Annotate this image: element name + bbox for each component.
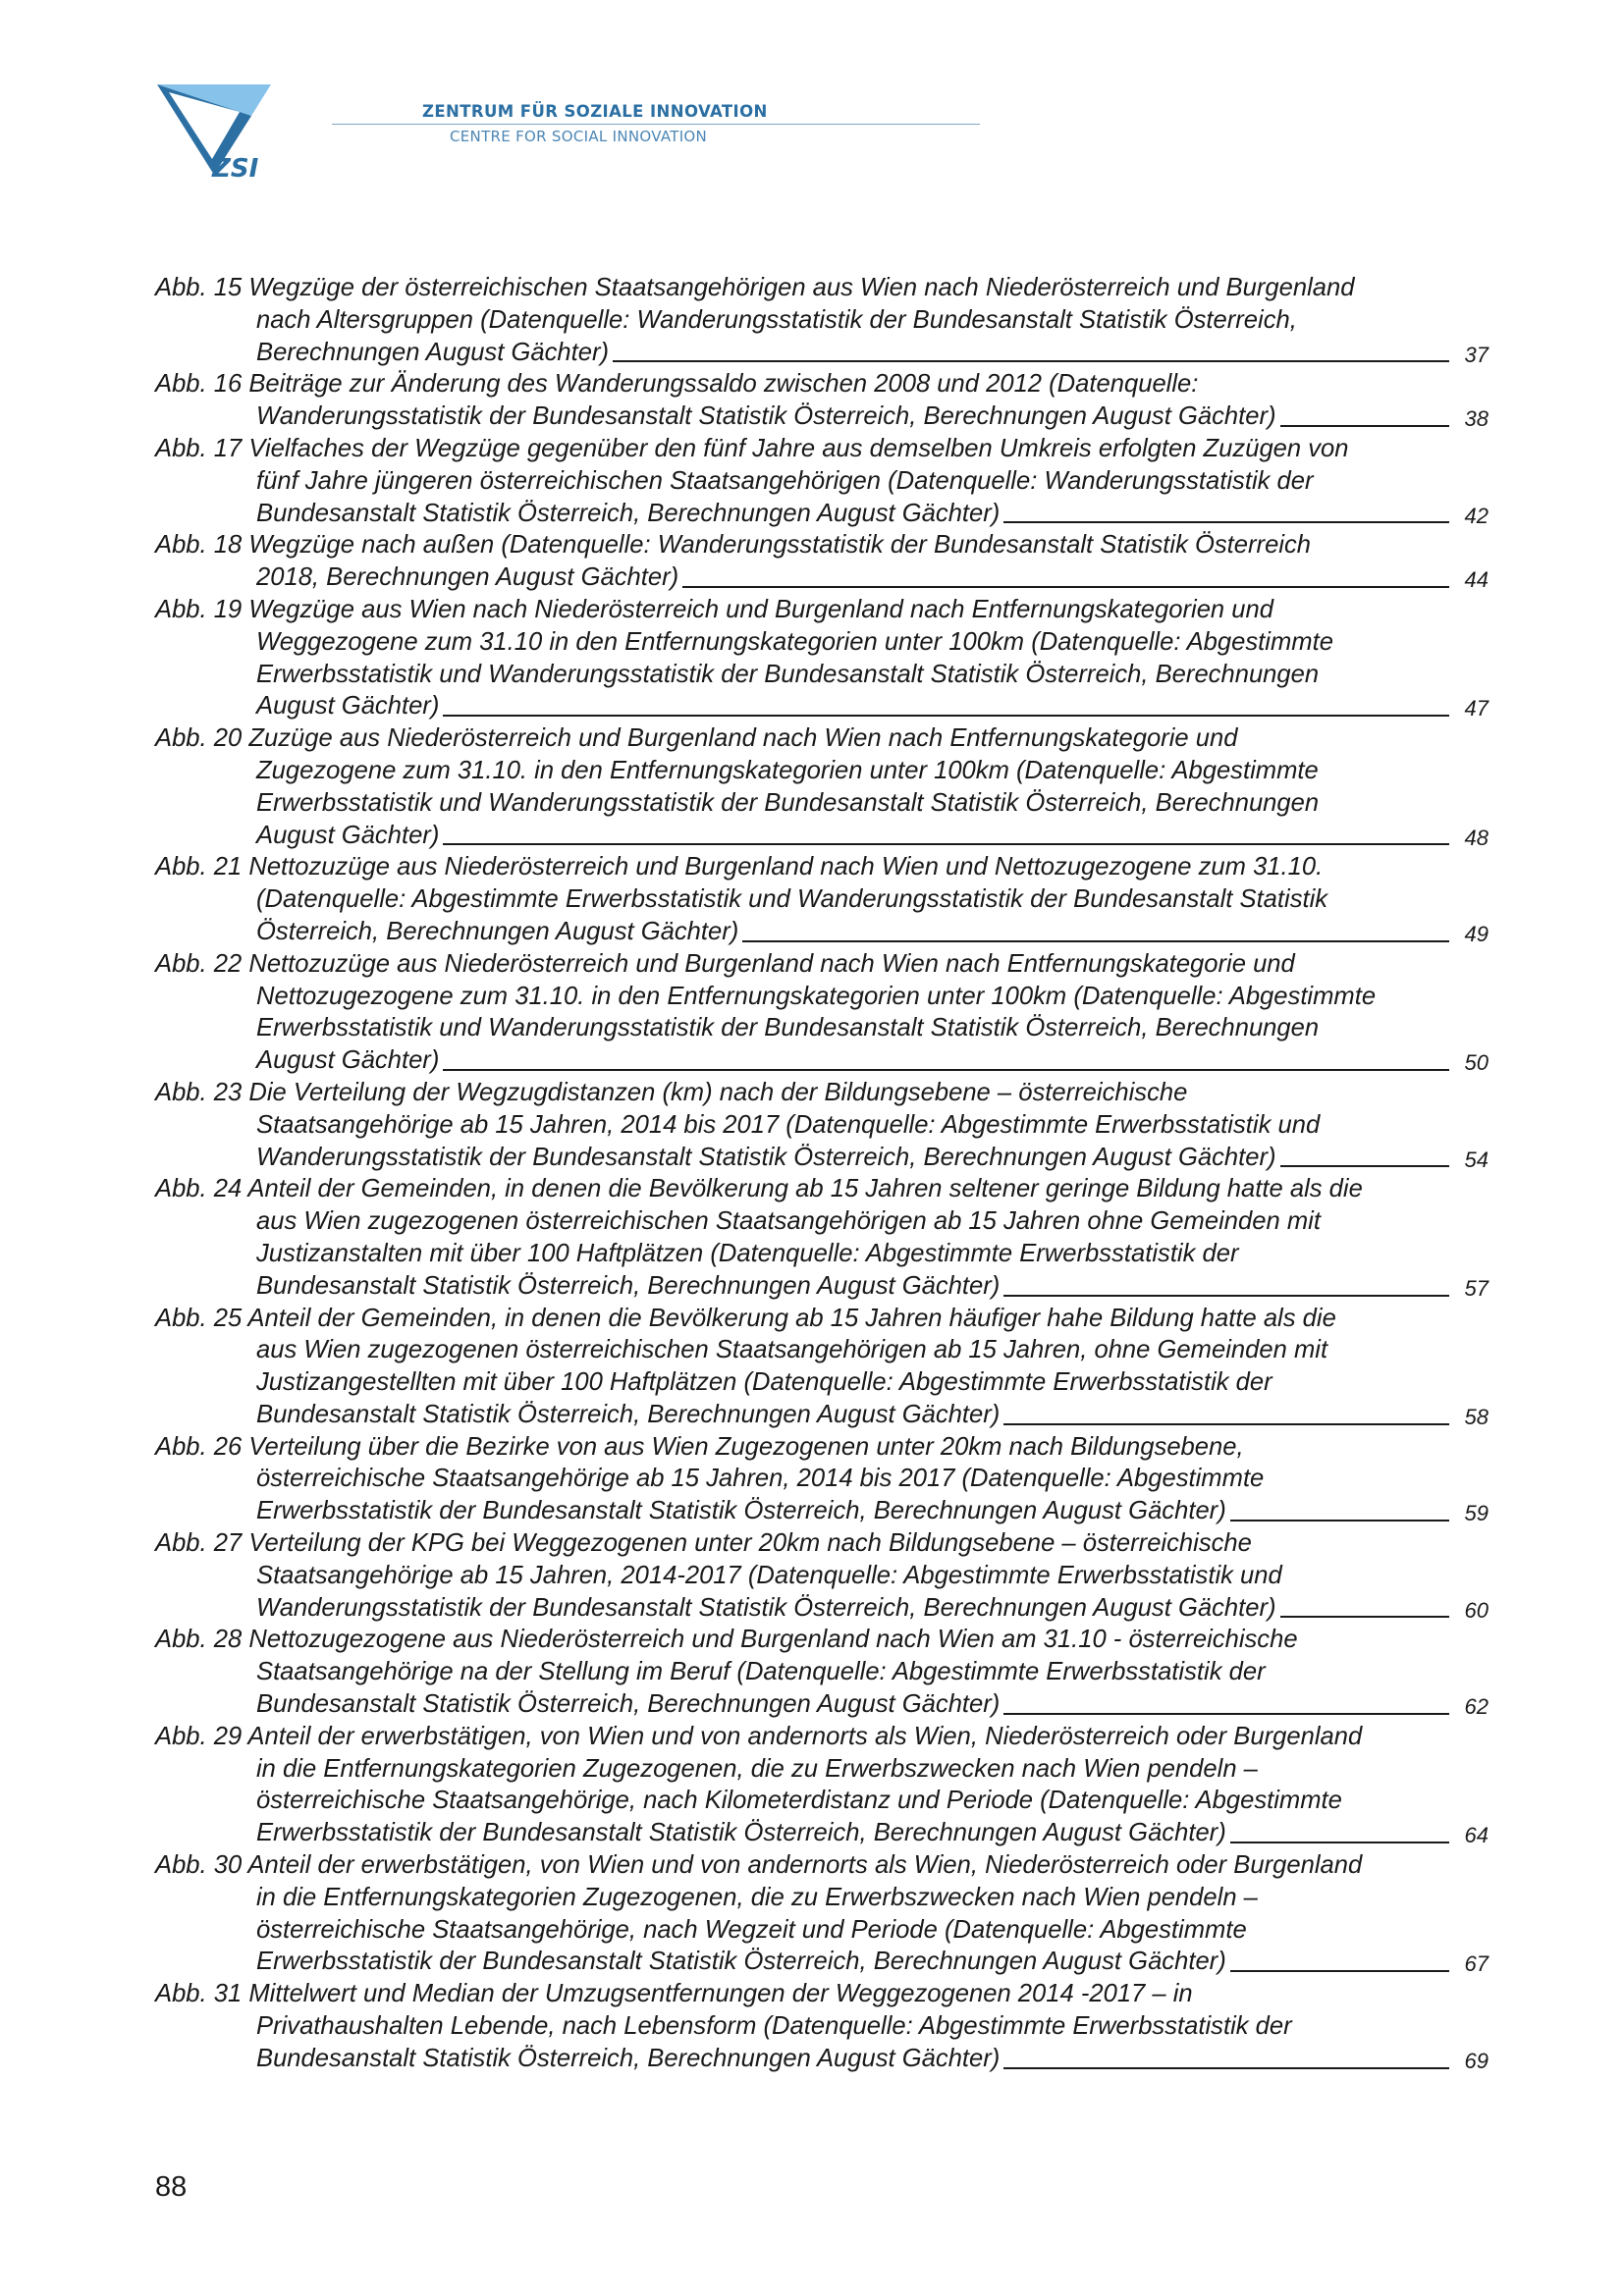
toc-entry-line: Bundesanstalt Statistik Österreich, Berechnungen August Gächter) bbox=[256, 1271, 1001, 1300]
toc-entry-last-line bbox=[155, 1495, 1489, 1527]
toc-entry-line: Privathaushalten Lebende, nach Lebensform (Datenquelle: Abgestimmte Erwerbsstatistik der bbox=[256, 2012, 1292, 2041]
toc-entry-line: Erwerbsstatistik und Wanderungsstatistik der Bundesanstalt Statistik Österreich, Berechnungen bbox=[256, 660, 1320, 688]
toc-entry[interactable] bbox=[155, 722, 1489, 851]
toc-entry-line: Staatsangehörige na der Stellung im Beruf (Datenquelle: Abgestimmte Erwerbsstatistik der bbox=[256, 1658, 1266, 1686]
figure-list bbox=[155, 272, 1489, 2075]
toc-entry-line: August Gächter) bbox=[256, 1046, 440, 1075]
toc-leader-line bbox=[1230, 1970, 1449, 1972]
toc-entry-line: August Gächter) bbox=[256, 821, 440, 849]
toc-entry-line: Bundesanstalt Statistik Österreich, Berechnungen August Gächter) bbox=[256, 1400, 1001, 1428]
toc-leader-line bbox=[443, 715, 1449, 717]
toc-entry[interactable] bbox=[155, 1849, 1489, 1978]
toc-entry-last-line bbox=[155, 400, 1489, 433]
toc-entry-line: Erwerbsstatistik und Wanderungsstatistik der Bundesanstalt Statistik Österreich, Berechnungen bbox=[256, 1014, 1320, 1042]
toc-entry-line: Abb. 29 Anteil der erwerbstätigen, von Wien und von andernorts als Wien, Niederösterreich oder Burgenland bbox=[155, 1722, 1363, 1750]
toc-entry-line: Staatsangehörige ab 15 Jahren, 2014 bis 2017 (Datenquelle: Abgestimmte Erwerbsstatistik und bbox=[256, 1110, 1321, 1139]
toc-entry-last-line bbox=[155, 820, 1489, 852]
toc-leader-line bbox=[1280, 1616, 1449, 1618]
toc-entry-last-line bbox=[155, 1399, 1489, 1431]
toc-page-number[interactable]: 38 bbox=[1464, 406, 1489, 432]
toc-entry-last-line bbox=[155, 1270, 1489, 1303]
toc-entry-last-line bbox=[155, 690, 1489, 722]
toc-entry-line: Abb. 18 Wegzüge nach außen (Datenquelle: Wanderungsstatistik der Bundesanstalt Statistik Österreich bbox=[155, 531, 1312, 560]
toc-entry-line: Österreich, Berechnungen August Gächter) bbox=[256, 917, 739, 945]
toc-entry-line: in die Entfernungskategorien Zugezogenen, die zu Erwerbszwecken nach Wien pendeln – bbox=[256, 1754, 1258, 1783]
toc-entry-line: Abb. 28 Nettozugezogene aus Niederösterreich und Burgenland nach Wien am 31.10 - österreichische bbox=[155, 1626, 1298, 1654]
toc-entry[interactable] bbox=[155, 272, 1489, 368]
logo-text: ZSI bbox=[212, 154, 259, 184]
toc-page-number[interactable]: 48 bbox=[1464, 825, 1489, 850]
toc-entry-last-line bbox=[155, 1688, 1489, 1721]
toc-leader-line bbox=[613, 360, 1449, 362]
toc-entry-line: Abb. 20 Zuzüge aus Niederösterreich und Burgenland nach Wien nach Entfernungskategorie und bbox=[155, 724, 1238, 753]
toc-entry-line: österreichische Staatsangehörige, nach Kilometerdistanz und Periode (Datenquelle: Abgestimmte bbox=[256, 1787, 1342, 1815]
brand-name-en: CENTRE FOR SOCIAL INNOVATION bbox=[450, 128, 708, 145]
toc-entry-line: Nettozugezogene zum 31.10. in den Entfernungskategorien unter 100km (Datenquelle: Abgestimmte bbox=[256, 982, 1377, 1010]
toc-entry-line: Erwerbsstatistik der Bundesanstalt Statistik Österreich, Berechnungen August Gächter) bbox=[256, 1497, 1226, 1525]
toc-entry[interactable] bbox=[155, 1431, 1489, 1527]
toc-page-number[interactable]: 60 bbox=[1464, 1597, 1489, 1623]
toc-entry-last-line bbox=[155, 916, 1489, 948]
toc-entry-last-line bbox=[155, 2043, 1489, 2075]
toc-entry-line: Abb. 21 Nettozuzüge aus Niederösterreich und Burgenland nach Wien und Nettozugezogene zum 31.10. bbox=[155, 853, 1324, 881]
toc-entry-line: fünf Jahre jüngeren österreichischen Staatsangehörigen (Datenquelle: Wanderungsstatistik der bbox=[256, 466, 1314, 495]
toc-entry-line: Erwerbsstatistik der Bundesanstalt Statistik Österreich, Berechnungen August Gächter) bbox=[256, 1948, 1226, 1976]
toc-entry-last-line bbox=[155, 1817, 1489, 1849]
toc-entry[interactable] bbox=[155, 948, 1489, 1077]
toc-leader-line bbox=[443, 843, 1449, 845]
toc-entry[interactable] bbox=[155, 1721, 1489, 1849]
toc-leader-line bbox=[1280, 425, 1449, 427]
toc-entry-line: Weggezogene zum 31.10 in den Entfernungskategorien unter 100km (Datenquelle: Abgestimmte bbox=[256, 627, 1333, 656]
toc-entry-line: Wanderungsstatistik der Bundesanstalt Statistik Österreich, Berechnungen August Gächter) bbox=[256, 1593, 1276, 1622]
toc-leader-line bbox=[1003, 1713, 1449, 1715]
toc-entry-line: Abb. 25 Anteil der Gemeinden, in denen die Bevölkerung ab 15 Jahren häufiger hahe Bildung hatte als die bbox=[155, 1304, 1336, 1332]
toc-leader-line bbox=[1003, 1423, 1449, 1425]
toc-page-number[interactable]: 42 bbox=[1464, 503, 1489, 528]
toc-leader-line bbox=[682, 586, 1449, 588]
toc-entry[interactable] bbox=[155, 1624, 1489, 1720]
toc-page-number[interactable]: 69 bbox=[1464, 2048, 1489, 2073]
toc-entry-last-line bbox=[155, 561, 1489, 594]
toc-entry[interactable] bbox=[155, 1527, 1489, 1624]
toc-page-number[interactable]: 50 bbox=[1464, 1050, 1489, 1076]
toc-entry-line: Abb. 23 Die Verteilung der Wegzugdistanzen (km) nach der Bildungsebene – österreichische bbox=[155, 1078, 1188, 1106]
toc-page-number[interactable]: 47 bbox=[1464, 696, 1489, 721]
toc-entry[interactable] bbox=[155, 1173, 1489, 1302]
toc-entry-line: Abb. 26 Verteilung über die Bezirke von aus Wien Zugezogenen unter 20km nach Bildungsebene, bbox=[155, 1432, 1244, 1461]
toc-entry[interactable] bbox=[155, 1077, 1489, 1173]
toc-entry[interactable] bbox=[155, 1978, 1489, 2074]
toc-entry[interactable] bbox=[155, 433, 1489, 529]
toc-page-number[interactable]: 62 bbox=[1464, 1694, 1489, 1720]
toc-entry[interactable] bbox=[155, 368, 1489, 433]
toc-entry-line: Erwerbsstatistik der Bundesanstalt Statistik Österreich, Berechnungen August Gächter) bbox=[256, 1819, 1226, 1847]
toc-page-number[interactable]: 58 bbox=[1464, 1404, 1489, 1429]
toc-entry-line: Abb. 22 Nettozuzüge aus Niederösterreich und Burgenland nach Wien nach Entfernungskategorie und bbox=[155, 949, 1295, 978]
toc-leader-line bbox=[1230, 1842, 1449, 1843]
toc-entry-line: Bundesanstalt Statistik Österreich, Berechnungen August Gächter) bbox=[256, 2044, 1001, 2072]
toc-entry-last-line bbox=[155, 1044, 1489, 1077]
toc-entry-line: Wanderungsstatistik der Bundesanstalt Statistik Österreich, Berechnungen August Gächter) bbox=[256, 1143, 1276, 1171]
toc-page-number[interactable]: 64 bbox=[1464, 1823, 1489, 1848]
toc-entry-line: Zugezogene zum 31.10. in den Entfernungskategorien unter 100km (Datenquelle: Abgestimmte bbox=[256, 756, 1319, 784]
toc-entry-line: aus Wien zugezogenen österreichischen Staatsangehörigen ab 15 Jahren, ohne Gemeinden mit bbox=[256, 1336, 1328, 1364]
toc-leader-line bbox=[1003, 2067, 1449, 2069]
toc-page-number[interactable]: 37 bbox=[1464, 342, 1489, 367]
toc-entry-line: Bundesanstalt Statistik Österreich, Berechnungen August Gächter) bbox=[256, 1690, 1001, 1719]
toc-entry-line: Abb. 24 Anteil der Gemeinden, in denen die Bevölkerung ab 15 Jahren seltener geringe Bildung hatte als die bbox=[155, 1175, 1363, 1203]
toc-entry[interactable] bbox=[155, 1303, 1489, 1431]
toc-page-number[interactable]: 67 bbox=[1464, 1951, 1489, 1977]
brand-divider bbox=[332, 124, 980, 125]
toc-page-number[interactable]: 49 bbox=[1464, 921, 1489, 946]
toc-entry-line: Abb. 15 Wegzüge der österreichischen Staatsangehörigen aus Wien nach Niederösterreich und Burgenland bbox=[155, 274, 1355, 301]
toc-entry-line: nach Altersgruppen (Datenquelle: Wanderungsstatistik der Bundesanstalt Statistik Österreich, bbox=[256, 305, 1297, 334]
toc-entry[interactable] bbox=[155, 594, 1489, 722]
brand-block bbox=[332, 102, 980, 145]
toc-entry-line: (Datenquelle: Abgestimmte Erwerbsstatistik und Wanderungsstatistik der Bundesanstalt Statistik bbox=[256, 885, 1328, 914]
toc-leader-line bbox=[443, 1069, 1449, 1071]
toc-leader-line bbox=[1003, 1295, 1449, 1297]
toc-leader-line bbox=[1230, 1520, 1449, 1522]
toc-entry-line: aus Wien zugezogenen österreichischen Staatsangehörigen ab 15 Jahren ohne Gemeinden mit bbox=[256, 1207, 1321, 1236]
toc-entry-line: Erwerbsstatistik und Wanderungsstatistik der Bundesanstalt Statistik Österreich, Berechnungen bbox=[256, 788, 1320, 817]
toc-entry-line: August Gächter) bbox=[256, 692, 440, 721]
toc-entry-line: Justizanstalten mit über 100 Haftplätzen (Datenquelle: Abgestimmte Erwerbsstatistik der bbox=[256, 1239, 1239, 1267]
toc-entry-last-line bbox=[155, 337, 1489, 369]
toc-entry-line: österreichische Staatsangehörige ab 15 Jahren, 2014 bis 2017 (Datenquelle: Abgestimmte bbox=[256, 1465, 1265, 1493]
toc-entry-line: 2018, Berechnungen August Gächter) bbox=[256, 563, 679, 592]
toc-leader-line bbox=[1003, 521, 1449, 523]
toc-entry-line: Staatsangehörige ab 15 Jahren, 2014-2017 (Datenquelle: Abgestimmte Erwerbsstatistik und bbox=[256, 1561, 1282, 1589]
toc-page-number[interactable]: 59 bbox=[1464, 1501, 1489, 1526]
toc-entry-line: Bundesanstalt Statistik Österreich, Berechnungen August Gächter) bbox=[256, 499, 1001, 527]
toc-entry[interactable] bbox=[155, 851, 1489, 947]
toc-entry-line: in die Entfernungskategorien Zugezogenen, die zu Erwerbszwecken nach Wien pendeln – bbox=[256, 1883, 1258, 1911]
toc-entry-line: Justizangestellten mit über 100 Haftplätzen (Datenquelle: Abgestimmte Erwerbsstatistik der bbox=[256, 1368, 1272, 1397]
toc-entry-line: Berechnungen August Gächter) bbox=[256, 338, 610, 366]
brand-name-de: ZENTRUM FÜR SOZIALE INNOVATION bbox=[422, 102, 768, 121]
toc-leader-line bbox=[742, 940, 1449, 942]
toc-entry-last-line bbox=[155, 1946, 1489, 1978]
toc-entry-line: Abb. 31 Mittelwert und Median der Umzugsentfernungen der Weggezogenen 2014 -2017 – in bbox=[155, 1980, 1193, 2008]
toc-entry-last-line bbox=[155, 1142, 1489, 1174]
toc-entry-line: österreichische Staatsangehörige, nach Wegzeit und Periode (Datenquelle: Abgestimmte bbox=[256, 1915, 1247, 1944]
toc-page-number[interactable]: 57 bbox=[1464, 1275, 1489, 1301]
toc-entry-last-line bbox=[155, 1592, 1489, 1625]
toc-leader-line bbox=[1280, 1165, 1449, 1167]
toc-entry-line: Abb. 30 Anteil der erwerbstätigen, von Wien und von andernorts als Wien, Niederösterreich oder Burgenland bbox=[155, 1851, 1363, 1880]
toc-entry-line: Abb. 16 Beiträge zur Änderung des Wanderungssaldo zwischen 2008 und 2012 (Datenquelle: bbox=[155, 370, 1199, 399]
toc-entry-line: Abb. 27 Verteilung der KPG bei Weggezogenen unter 20km nach Bildungsebene – österreichische bbox=[155, 1529, 1252, 1558]
page-header bbox=[155, 77, 842, 185]
toc-entry-line: Abb. 17 Vielfaches der Wegzüge gegenüber den fünf Jahre aus demselben Umkreis erfolgten Zuzügen von bbox=[155, 434, 1349, 462]
page-number: 88 bbox=[155, 2171, 188, 2203]
toc-page-number[interactable]: 44 bbox=[1464, 567, 1489, 593]
toc-entry-last-line bbox=[155, 498, 1489, 530]
toc-entry-line: Abb. 19 Wegzüge aus Wien nach Niederösterreich und Burgenland nach Entfernungskategorien und bbox=[155, 595, 1273, 623]
toc-entry-line: Wanderungsstatistik der Bundesanstalt Statistik Österreich, Berechnungen August Gächter) bbox=[256, 402, 1276, 431]
toc-entry[interactable] bbox=[155, 529, 1489, 594]
toc-page-number[interactable]: 54 bbox=[1464, 1147, 1489, 1172]
zsi-logo bbox=[155, 77, 273, 185]
